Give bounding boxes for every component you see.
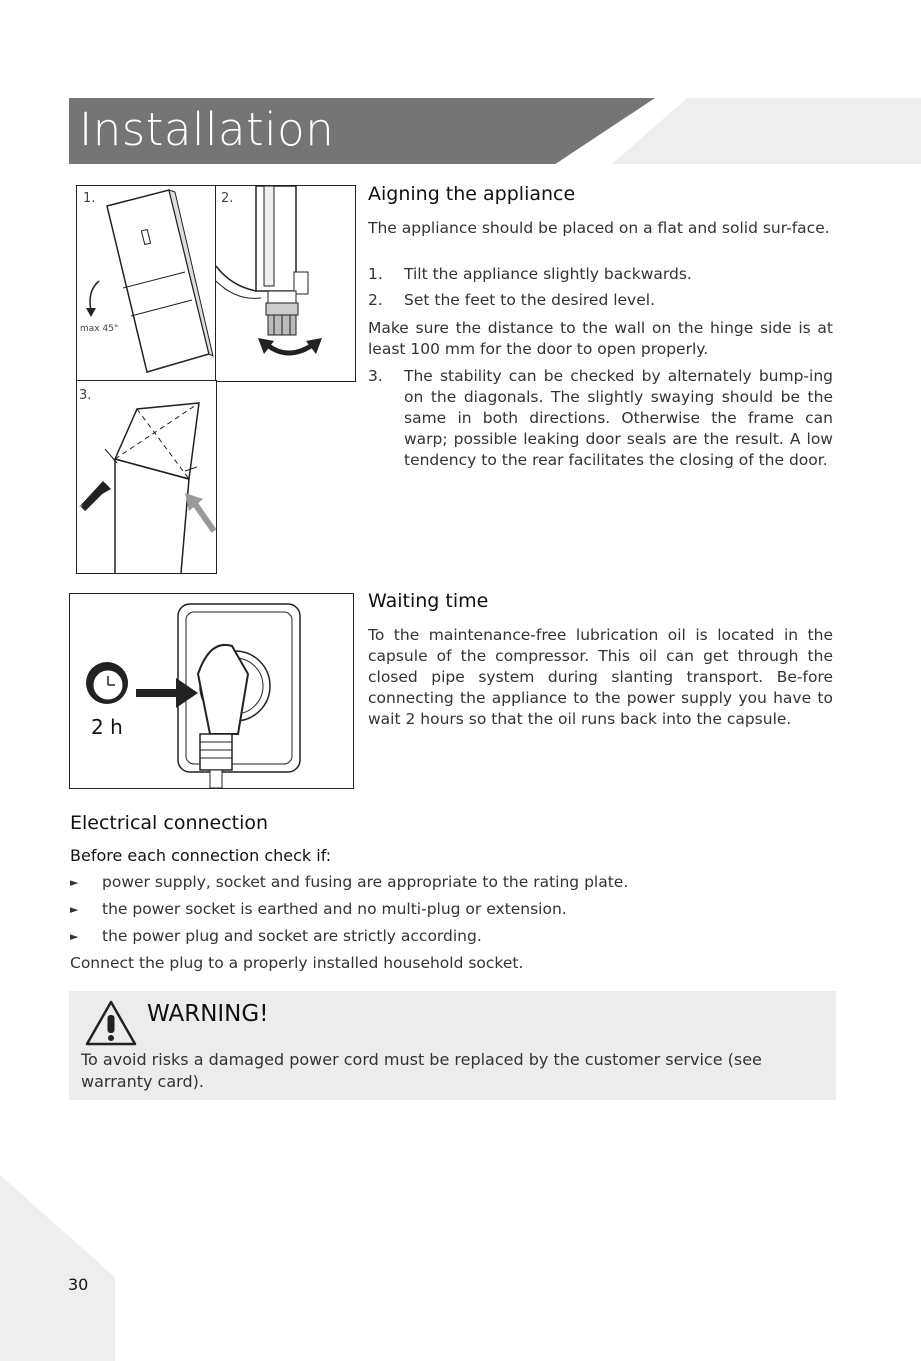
list-item: [70, 900, 770, 922]
warning-title: WARNING!: [147, 1001, 269, 1027]
figure-check-stability: [76, 380, 217, 574]
max-angle-label: max 45°: [80, 324, 119, 334]
header-decoration: [612, 98, 921, 164]
list-text: The stability can be checked by alternately bump-ing on the diagonals. The slightly swaying should be the same in both directions. Otherwise the frame can warp; possible leaking door seals are the result. A low tendency to the rear facilitates the closing of the door.: [404, 367, 833, 469]
tilted-fridge-illustration: [77, 186, 216, 381]
list-number: 2.: [368, 291, 383, 309]
warning-box: [69, 991, 836, 1100]
stability-check-illustration: [77, 381, 216, 573]
aligning-heading: Aigning the appliance: [368, 183, 576, 205]
adjustable-foot-illustration: [216, 186, 355, 381]
corner-decoration: [0, 1175, 115, 1361]
step-number-3: 3.: [79, 388, 92, 403]
bullet-arrow-icon: ►: [70, 903, 79, 916]
electrical-subheading: Before each connection check if:: [70, 846, 332, 865]
list-item: [70, 873, 770, 895]
aligning-note: Make sure the distance to the wall on the hinge side is at least 100 mm for the door to open properly.: [368, 319, 833, 358]
list-item: [70, 927, 770, 949]
page-number: 30: [68, 1275, 89, 1294]
bullet-arrow-icon: ►: [70, 876, 79, 889]
step-number-1: 1.: [83, 191, 96, 206]
bullet-text: the power plug and socket are strictly according.: [102, 927, 482, 945]
electrical-heading: Electrical connection: [70, 812, 269, 834]
aligning-intro: The appliance should be placed on a flat and solid sur-face.: [368, 219, 830, 237]
bullet-text: the power socket is earthed and no multi-plug or extension.: [102, 900, 567, 918]
step-number-2: 2.: [221, 191, 234, 206]
wait-duration-label: 2 h: [91, 715, 123, 739]
waiting-text: To the maintenance-free lubrication oil is located in the capsule of the compressor. This oil can get through the closed pipe system during slanting transport. Be-fore connecting the appliance to the power supply you have to wait 2 hours so that the oil runs back into the capsule.: [368, 626, 833, 728]
figure-adjust-feet: [215, 185, 356, 382]
waiting-heading: Waiting time: [368, 590, 489, 612]
electrical-closing: Connect the plug to a properly installed household socket.: [70, 954, 524, 972]
bullet-arrow-icon: ►: [70, 930, 79, 943]
warning-triangle-icon: [85, 999, 137, 1047]
aligning-step-3: [368, 366, 833, 496]
warning-text: To avoid risks a damaged power cord must be replaced by the customer service (see warranty card).: [81, 1050, 762, 1091]
plug-socket-illustration: [70, 594, 353, 788]
figure-tilt-appliance: [76, 185, 217, 382]
list-text: Set the feet to the desired level.: [404, 291, 656, 309]
list-number: 3.: [368, 367, 383, 385]
bullet-text: power supply, socket and fusing are appropriate to the rating plate.: [102, 873, 629, 891]
aligning-step-2: [368, 290, 833, 312]
list-text: Tilt the appliance slightly backwards.: [404, 265, 692, 283]
figure-waiting-time: [69, 593, 354, 789]
page-title: Installation: [79, 103, 335, 156]
list-number: 1.: [368, 265, 383, 283]
aligning-step-1: [368, 264, 833, 286]
